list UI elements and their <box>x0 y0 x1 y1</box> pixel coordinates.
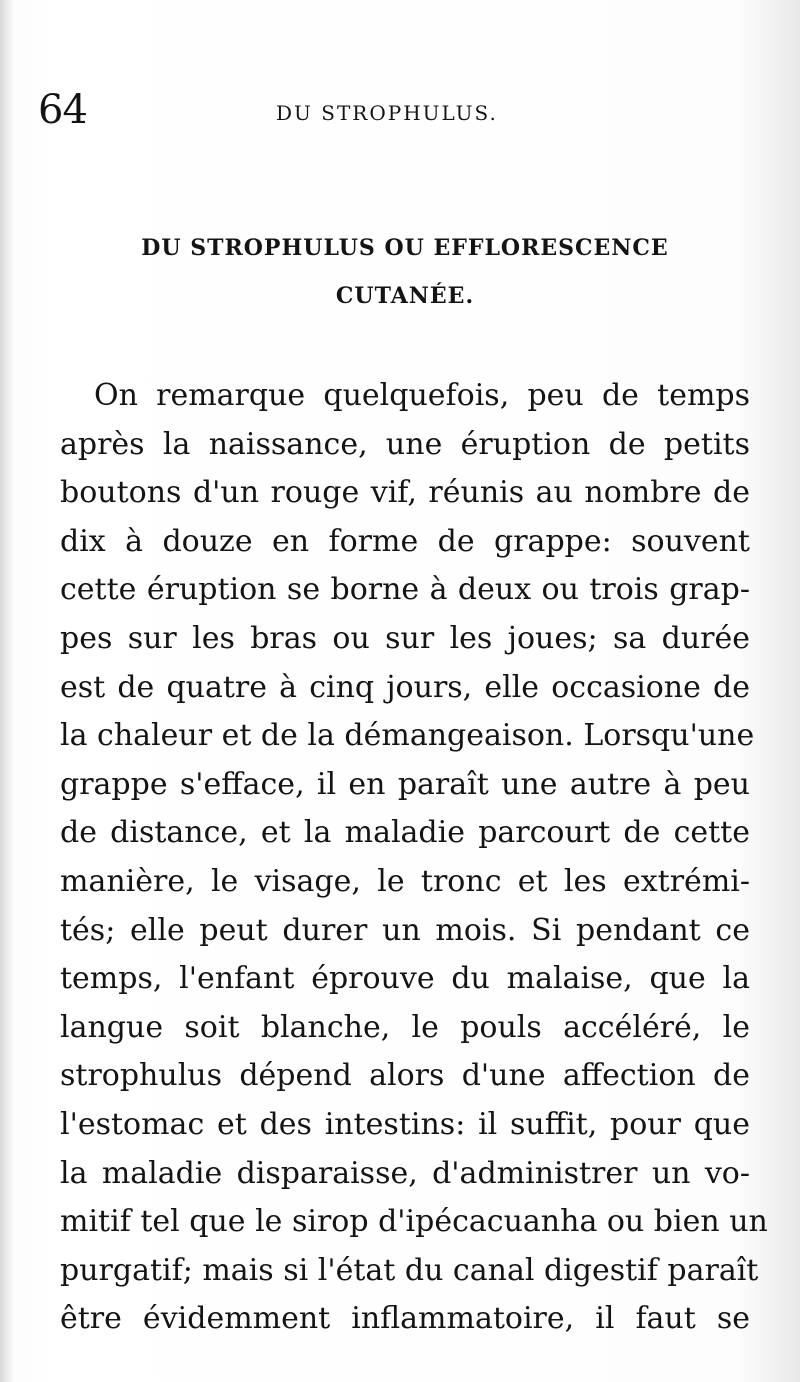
text-line: est de quatre à cinq jours, elle occasione de <box>60 669 750 705</box>
text-line: être évidemment inflammatoire, il faut se <box>60 1301 750 1337</box>
page-gutter-shadow <box>0 0 14 1382</box>
text-line: purgatif; mais si l'état du canal digestif paraît <box>60 1252 759 1288</box>
text-line: la maladie disparaisse, d'administrer un vo- <box>60 1155 750 1191</box>
text-line: boutons d'un rouge vif, réunis au nombre de <box>60 475 750 511</box>
text-line: grappe s'efface, il en paraît une autre à peu <box>60 766 750 802</box>
running-head: DU STROPHULUS. <box>276 101 498 125</box>
page-number: 64 <box>38 87 87 133</box>
text-line: cette éruption se borne à deux ou trois grap- <box>60 572 750 608</box>
chapter-title-line-2: CUTANÉE. <box>335 283 475 309</box>
text-line: temps, l'enfant éprouve du malaise, que la <box>60 961 750 997</box>
text-line: langue soit blanche, le pouls accéléré, le <box>60 1009 750 1045</box>
chapter-title-line-1: DU STROPHULUS OU EFFLORESCENCE <box>141 235 669 261</box>
text-line: dix à douze en forme de grappe: souvent <box>60 523 750 559</box>
text-line: l'estomac et des intestins: il suffit, pour que <box>60 1106 750 1142</box>
body-paragraph <box>60 372 768 1344</box>
text-line: mitif tel que le sirop d'ipécacuanha ou bien un <box>60 1204 768 1240</box>
text-line: tés; elle peut durer un mois. Si pendant ce <box>60 912 750 948</box>
text-line: de distance, et la maladie parcourt de cette <box>60 815 750 851</box>
text-line: après la naissance, une éruption de petits <box>60 426 750 462</box>
chapter-title <box>60 224 750 320</box>
text-line: manière, le visage, le tronc et les extrémi- <box>60 863 750 899</box>
text-line: strophulus dépend alors d'une affection de <box>60 1058 750 1094</box>
text-line: pes sur les bras ou sur les joues; sa durée <box>60 620 750 656</box>
text-line: On remarque quelquefois, peu de temps <box>94 378 750 413</box>
text-line: la chaleur et de la démangeaison. Lorsqu'une <box>60 718 755 754</box>
